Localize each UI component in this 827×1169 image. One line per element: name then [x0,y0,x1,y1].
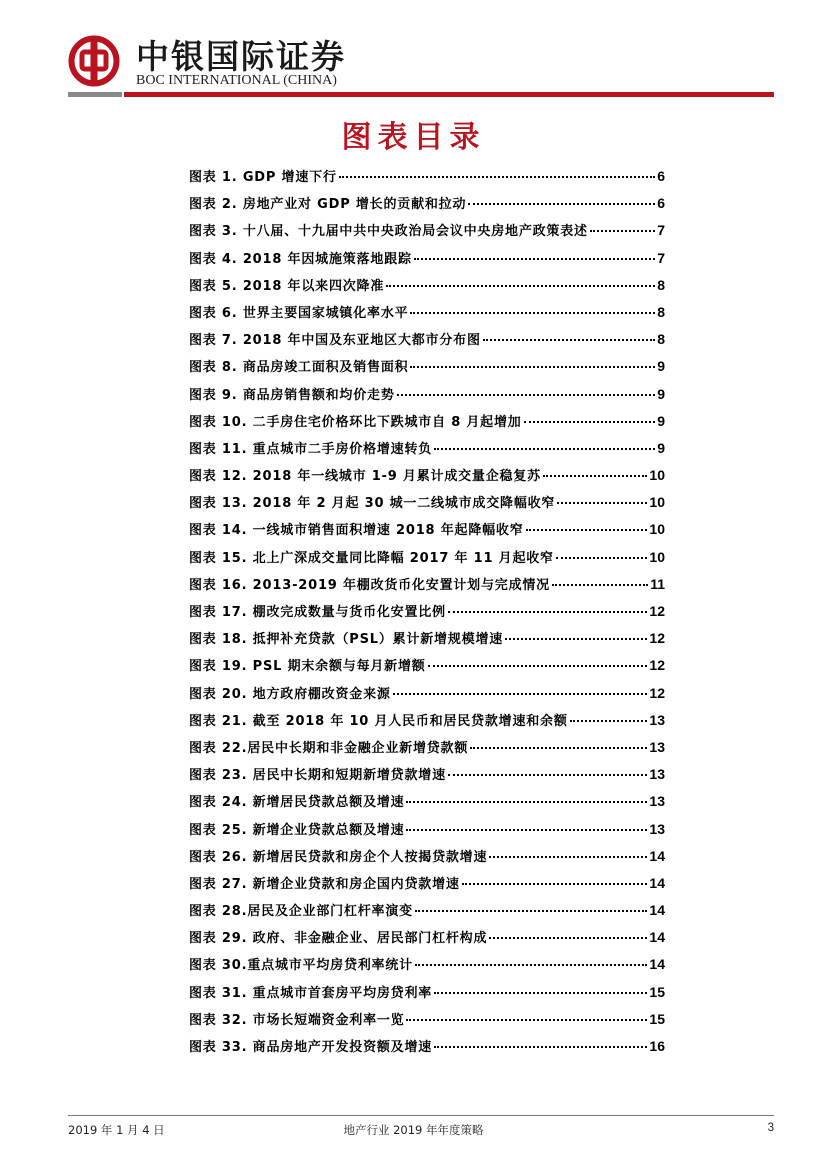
toc-entry-page: 13 [649,820,665,837]
toc-entry[interactable] [189,574,665,601]
toc-entry[interactable] [189,492,665,519]
toc-entry[interactable] [189,220,665,247]
toc-entry-label: 图表 33. 商品房地产开发投资额及增速 [189,1040,433,1055]
toc-entry-page: 15 [649,983,665,1000]
toc-entry[interactable] [189,710,665,737]
toc-entry-page: 11 [650,575,665,592]
toc-leader-dots [393,693,648,695]
toc-entry-page: 14 [649,929,665,946]
toc-leader-dots [434,448,655,450]
toc-entry[interactable] [189,547,665,574]
toc-entry-page: 9 [657,358,665,375]
toc-entry-label: 图表 24. 新增居民贷款总额及增速 [189,795,405,811]
toc-leader-dots [489,937,647,939]
toc-entry-label: 图表 4. 2018 年因城施策落地跟踪 [189,251,412,267]
toc-leader-dots [552,584,648,586]
toc-entry-page: 10 [649,467,665,484]
toc-list [189,166,665,1063]
toc-entry-label: 图表 10. 二手房住宅价格环比下跌城市自 8 月起增加 [189,414,522,430]
toc-entry-page: 13 [649,738,665,755]
toc-leader-dots [526,529,648,531]
toc-entry-page: 13 [649,711,665,728]
toc-entry-page: 8 [657,331,665,348]
toc-entry-page: 7 [657,249,665,266]
toc-leader-dots [489,856,647,858]
toc-entry-page: 9 [657,412,665,429]
toc-leader-dots [410,312,655,314]
toc-entry-page: 8 [657,276,665,293]
toc-entry[interactable] [189,791,665,818]
toc-entry[interactable] [189,166,665,193]
footer-rule [68,1115,774,1116]
toc-entry[interactable] [189,927,665,954]
toc-entry-page: 9 [657,385,665,402]
toc-entry-label: 图表 26. 新增居民贷款和房企个人按揭贷款增速 [189,849,488,865]
toc-entry-label: 图表 18. 抵押补充贷款（PSL）累计新增规模增速 [189,632,504,648]
toc-entry-page: 14 [649,847,665,864]
toc-entry-label: 图表 29. 政府、非金融企业、居民部门杠杆构成 [189,931,488,947]
toc-entry-page: 8 [657,303,665,320]
toc-entry[interactable] [189,900,665,927]
toc-leader-dots [590,230,655,232]
toc-entry-page: 14 [649,902,665,919]
toc-entry-label: 图表 23. 居民中长期和短期新增贷款增速 [189,768,446,784]
toc-entry-label: 图表 15. 北上广深成交量同比降幅 2017 年 11 月起收窄 [189,550,554,566]
toc-entry-label: 图表 27. 新增企业贷款和房企国内贷款增速 [189,876,460,892]
toc-entry[interactable] [189,465,665,492]
toc-entry-label: 图表 11. 重点城市二手房价格增速转负 [189,441,433,457]
toc-leader-dots [428,665,648,667]
toc-entry[interactable] [189,982,665,1009]
toc-entry[interactable] [189,275,665,302]
brand-name-en: BOC INTERNATIONAL (CHINA) [136,73,337,88]
toc-leader-dots [448,774,648,776]
toc-entry[interactable] [189,737,665,764]
toc-leader-dots [434,992,647,994]
header-rule-grey [68,92,122,97]
page-title: 图表目录 [341,120,486,155]
toc-entry[interactable] [189,248,665,275]
toc-entry[interactable] [189,384,665,411]
toc-entry-label: 图表 17. 棚改完成数量与货币化安置比例 [189,605,446,620]
toc-entry-page: 10 [649,548,665,565]
toc-entry-label: 图表 20. 地方政府棚改资金来源 [189,686,391,702]
toc-entry-label: 图表 16. 2013-2019 年棚改货币化安置计划与完成情况 [189,577,550,593]
toc-entry[interactable] [189,819,665,846]
toc-leader-dots [543,475,647,477]
footer-page-number: 3 [767,1122,774,1134]
toc-leader-dots [386,285,655,287]
toc-entry[interactable] [189,1036,665,1063]
toc-leader-dots [415,910,647,912]
toc-leader-dots [397,394,656,396]
toc-leader-dots [524,421,656,423]
toc-entry[interactable] [189,628,665,655]
toc-leader-dots [556,557,648,559]
toc-entry-label: 图表 30.重点城市平均房贷利率统计 [189,958,413,974]
toc-entry[interactable] [189,683,665,710]
toc-leader-dots [406,829,647,831]
toc-entry-page: 6 [657,168,665,184]
toc-leader-dots [505,638,647,640]
toc-entry-label: 图表 28.居民及企业部门杠杆率演变 [189,904,413,920]
toc-entry[interactable] [189,519,665,546]
toc-leader-dots [414,258,655,260]
toc-entry-page: 15 [649,1010,665,1027]
toc-entry-label: 图表 5. 2018 年以来四次降准 [189,278,385,294]
toc-leader-dots [406,801,647,803]
boc-logo-icon [68,35,120,87]
toc-entry-label: 图表 22.居民中长期和非金融企业新增贷款额 [189,740,469,756]
toc-leader-dots [557,502,647,504]
toc-entry-page: 10 [649,521,665,538]
toc-leader-dots [570,720,648,722]
toc-entry-page: 12 [649,657,665,674]
toc-entry-label: 图表 12. 2018 年一线城市 1-9 月累计成交量企稳复苏 [189,469,541,485]
header-rule-red [124,92,774,97]
toc-entry-page: 14 [649,956,665,973]
footer-date: 2019 年 1 月 4 日 [68,1123,165,1137]
toc-leader-dots [339,176,655,178]
toc-entry[interactable] [189,954,665,981]
toc-entry[interactable] [189,329,665,356]
toc-entry-page: 13 [649,766,665,783]
toc-leader-dots [448,611,648,613]
toc-leader-dots [462,883,648,885]
toc-entry-label: 图表 25. 新增企业贷款总额及增速 [189,822,405,838]
toc-entry[interactable] [189,764,665,791]
toc-entry-label: 图表 13. 2018 年 2 月起 30 城一二线城市成交降幅收窄 [189,496,556,512]
brand-name-cn: 中银国际证券 [136,37,346,76]
toc-entry[interactable] [189,438,665,465]
toc-entry-label: 图表 8. 商品房竣工面积及销售面积 [189,360,409,376]
toc-entry-label: 图表 1. GDP 增速下行 [189,170,337,185]
toc-entry-label: 图表 2. 房地产业对 GDP 增长的贡献和拉动 [189,197,467,213]
toc-entry[interactable] [189,302,665,329]
page-header [0,0,827,100]
toc-leader-dots [434,1046,647,1048]
toc-leader-dots [406,1019,647,1021]
toc-entry-page: 13 [649,793,665,810]
toc-entry[interactable] [189,356,665,383]
footer-doc-title: 地产行业 2019 年年度策略 [343,1123,484,1137]
toc-entry[interactable] [189,1009,665,1036]
toc-leader-dots [468,203,655,205]
toc-leader-dots [415,964,647,966]
toc-entry-label: 图表 21. 截至 2018 年 10 月人民币和居民贷款增速和余额 [189,713,568,729]
toc-entry[interactable] [189,411,665,438]
toc-entry[interactable] [189,873,665,900]
toc-entry-page: 12 [649,630,665,647]
toc-entry-page: 7 [657,222,665,239]
toc-entry[interactable] [189,601,665,628]
toc-entry-page: 10 [649,494,665,511]
toc-entry-page: 6 [657,195,665,212]
toc-entry[interactable] [189,846,665,873]
toc-entry-label: 图表 9. 商品房销售额和均价走势 [189,387,395,403]
toc-entry-page: 9 [657,439,665,456]
toc-entry-label: 图表 7. 2018 年中国及东亚地区大都市分布图 [189,333,481,349]
toc-entry-label: 图表 32. 市场长短端资金利率一览 [189,1012,405,1028]
toc-entry-label: 图表 14. 一线城市销售面积增速 2018 年起降幅收窄 [189,523,524,539]
toc-leader-dots [410,366,655,368]
toc-entry-page: 16 [649,1038,665,1054]
toc-entry-page: 12 [649,684,665,701]
toc-entry-label: 图表 6. 世界主要国家城镇化率水平 [189,305,409,321]
toc-entry-label: 图表 3. 十八届、十九届中共中央政治局会议中央房地产政策表述 [189,224,588,240]
toc-entry[interactable] [189,655,665,682]
toc-entry-page: 14 [649,874,665,891]
toc-entry-label: 图表 19. PSL 期末余额与每月新增额 [189,659,426,675]
toc-entry[interactable] [189,193,665,220]
toc-leader-dots [470,747,647,749]
toc-entry-label: 图表 31. 重点城市首套房平均房贷利率 [189,985,433,1001]
toc-leader-dots [483,339,655,341]
toc-entry-page: 12 [649,603,665,619]
